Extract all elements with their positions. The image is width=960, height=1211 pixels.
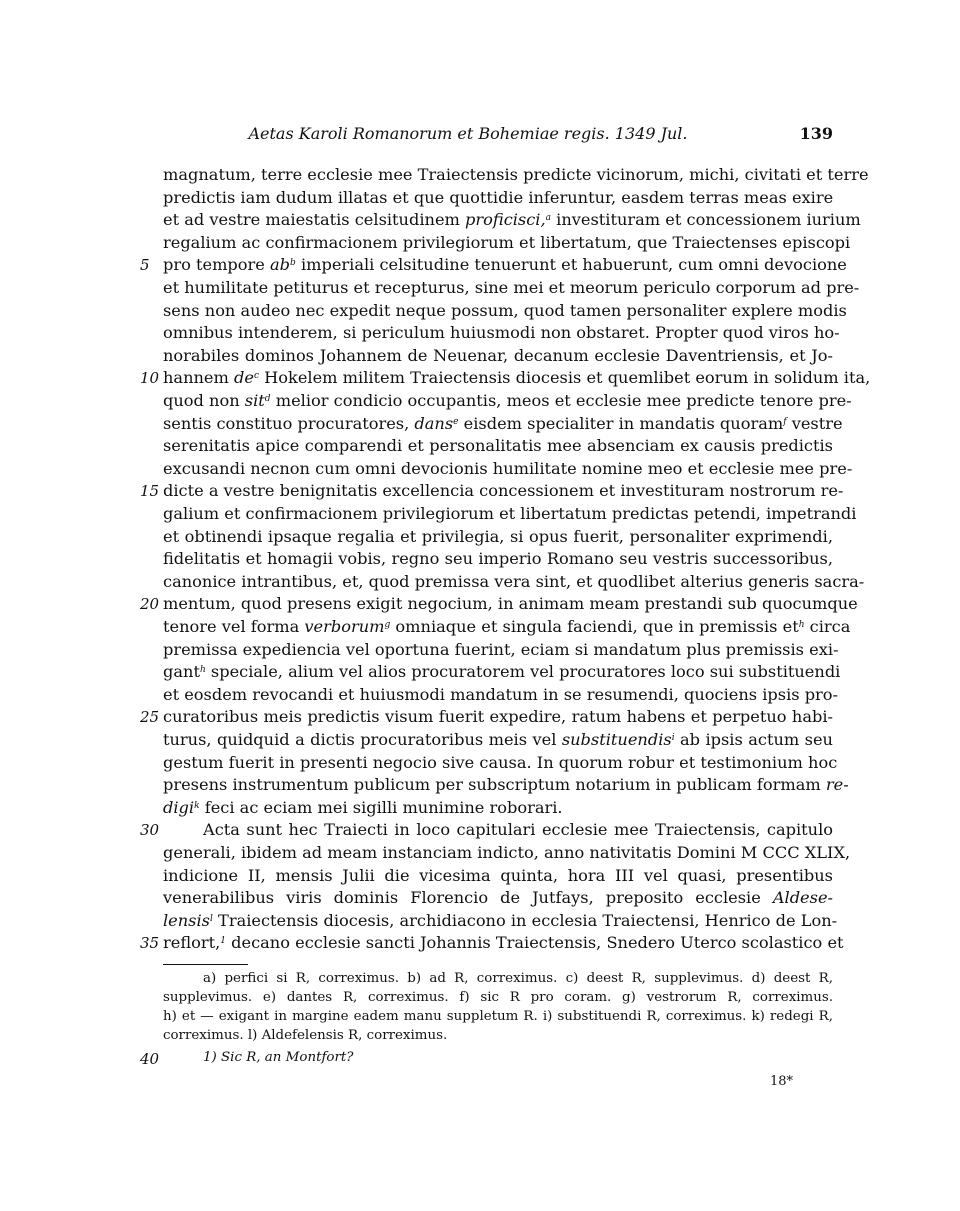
line-number: 5	[140, 256, 150, 275]
line-number: 20	[140, 595, 160, 614]
text-line: regalium ac confirmacionem privilegiorum et libertatum, que Traiectenses episcopi	[163, 232, 851, 252]
footnote-line: correximus. l) Aldefelensis R, correximus.	[163, 1028, 448, 1043]
text-line: curatoribus meis predictis visum fuerit expedire, ratum habens et perpetuo habi-	[163, 707, 833, 727]
text-line: quod non sit$^d$ melior condicio occupantis, meos et ecclesie mee predicte tenore pre-	[163, 391, 852, 410]
footnote-line: a) perfici si R, correximus. b) ad R, correximus. c) deest R, supplevimus. d) deest R,	[203, 971, 833, 986]
footnote-line: h) et — exigant in margine eadem manu suppletum R. i) substituendi R, correximus. k) redegi R,	[163, 1009, 833, 1024]
text-line: sentis constituo procuratores, dans$^e$ eisdem specialiter in mandatis quoram$^f$ vestre	[163, 413, 843, 433]
text-line: gant$^h$ speciale, alium vel alios procuratorem vel procuratores loco sui substituendi	[163, 662, 841, 682]
text-line: generali, ibidem ad meam instanciam indicto, anno nativitatis Domini M CCC XLIX,	[163, 843, 851, 862]
line-number: 15	[140, 482, 160, 501]
text-line: et eosdem revocandi et huiusmodi mandatum in se resumendi, quociens ipsis pro-	[163, 684, 839, 704]
text-line: predictis iam dudum illatas et que quottidie inferuntur, easdem terras meas exire	[163, 187, 834, 207]
text-line: et ad vestre maiestatis celsitudinem proficisci,$^a$ investituram et concessionem iurium	[163, 210, 861, 230]
text-line: tenore vel forma verborum$^g$ omniaque et singula faciendi, que in premissis $et^h$ circa	[163, 617, 851, 636]
text-line: hannem $de^c$ Hokelem militem Traiectensis diocesis et quemlibet eorum in solidum ita,	[163, 368, 871, 388]
text-line: Acta sunt hec Traiecti in loco capitulari ecclesie mee Traiectensis, capitulo	[203, 820, 833, 840]
text-line: presens instrumentum publicum per subscriptum notarium in publicam formam re-	[163, 775, 849, 795]
text-line: excusandi necnon cum omni devocionis humilitate nomine meo et ecclesie mee pre-	[163, 458, 853, 478]
text-line: dicte a vestre benignitatis excellencia concessionem et investituram nostrorum re-	[163, 481, 844, 501]
line-number: 35	[140, 934, 160, 953]
line-number: 30	[140, 821, 160, 840]
running-header	[163, 124, 833, 146]
text-line: turus, quidquid a dictis procuratoribus meis vel substituendis$^i$ ab ipsis actum seu	[163, 730, 833, 749]
running-title: Aetas Karoli Romanorum et Bohemiae regis. 1349 Jul.	[248, 124, 688, 143]
text-line: et humilitate petiturus et recepturus, sine mei et meorum periculo corporum ad pre-	[163, 278, 860, 297]
line-number: 40	[140, 1050, 160, 1068]
signature-mark: 18*	[770, 1074, 794, 1089]
text-line: venerabilibus viris dominis Florencio de Jutfays, preposito ecclesie Aldese-	[163, 888, 833, 908]
text-line: indicione II, mensis Julii die vicesima quinta, hora III vel quasi, presentibus	[163, 865, 833, 885]
text-line: digi$^k$ feci ac eciam mei sigilli munimine roborari.	[163, 797, 563, 817]
text-line: mentum, quod presens exigit negocium, in animam meam prestandi sub quocumque	[163, 594, 858, 614]
text-line: magnatum, terre ecclesie mee Traiectensis predicte vicinorum, michi, civitati et terre	[163, 165, 869, 184]
line-number: 25	[140, 708, 160, 727]
text-line: et obtinendi ipsaque regalia et privilegia, si opus fuerit, personaliter exprimendi,	[163, 526, 833, 546]
text-line: gestum fuerit in presenti negocio sive causa. In quorum robur et testimonium hoc	[163, 752, 838, 772]
text-line: lensis$^l$ Traiectensis diocesis, archidiacono in ecclesia Traiectensi, Henrico de Lon-	[163, 910, 838, 930]
text-line: serenitatis apice comparendi et personalitatis mee absenciam ex causis predictis	[163, 436, 833, 456]
text-line: pro tempore $ab^b$ imperiali celsitudine tenuerunt et habuerunt, cum omni devocione	[163, 255, 847, 275]
text-line: premissa expediencia vel oportuna fuerint, eciam si mandatum plus premissis exi-	[163, 639, 839, 659]
text-line: galium et confirmacionem privilegiorum et libertatum predictas petendi, impetrandi	[163, 504, 857, 523]
page-number: 139	[799, 124, 833, 143]
text-line: fidelitatis et homagii vobis, regno seu imperio Romano seu vestris successoribus,	[163, 549, 833, 569]
footnote-line: supplevimus. e) dantes R, correximus. f) sic R pro coram. g) vestrorum R, correximus.	[163, 990, 833, 1005]
text-line: reflort,$^1$ decano ecclesie sancti Johannis Traiectensis, Snedero Uterco scolastico et	[163, 933, 844, 953]
footnote-divider	[163, 964, 248, 965]
text-line: omnibus intenderem, si periculum huiusmodi non obstaret. Propter quod viros ho-	[163, 323, 840, 343]
footnote-numeric: 1) Sic R, an Montfort?	[203, 1050, 354, 1065]
text-line: canonice intrantibus, et, quod premissa vera sint, et quodlibet alterius generis sacra-	[163, 571, 865, 591]
text-line: sens non audeo nec expedit neque possum, quod tamen personaliter explere modis	[163, 300, 847, 320]
text-line: norabiles dominos Johannem de Neuenar, decanum ecclesie Daventriensis, et Jo-	[163, 345, 833, 365]
line-number: 10	[140, 369, 160, 388]
